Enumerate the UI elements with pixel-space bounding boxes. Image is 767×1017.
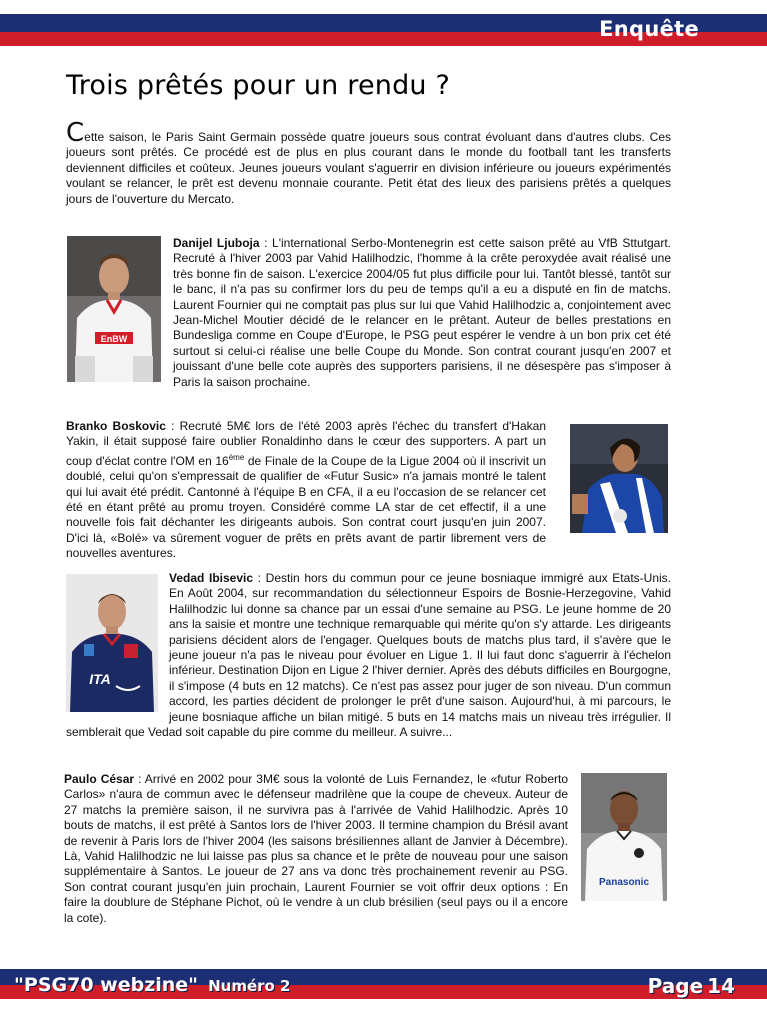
player-name: Vedad Ibisevic	[169, 571, 254, 585]
player-text: : Recruté 5M€ lors de l'été 2003 après l'échec du transfert d'Hakan Yakin, il était supposé faire oublier Ronaldinho dans le cœur des supporters. A part un coup d'éclat contre l'OM en 16	[66, 419, 546, 468]
player-text: : L'international Serbo-Montenegrin est cette saison prêté au VfB Sttutgart. Recruté à l'hiver 2003 par Vahid Halilhodzic, l'homme à la crête peroxydée avait réalisé une très bonne fin de saison. L'exercice 2004/05 fut plus difficile pour lui. Tantôt blessé, tantôt sur le banc, il n'a pas su confirmer lors du peu de temps qu'il a eu a disputé en fin de matchs. Laurent Fournier qui ne comptait pas plus sur lui que Vahid Halilhodzic a, conjointement avec Jean-Michel Moutier décidé de le relancer en le prêtant. Auteur de belles prestations en Bundesliga comme en Coupe d'Europe, le PSG peut espérer le vendre à un bon prix cet été surtout si celui-ci réalise une belle Coupe du Monde. Son contrat courant jusqu'en 2007 et jouissant d'une belle cote auprès des supporters parisiens, il ne désespère pas s'imposer à Paris la saison prochaine.	[173, 236, 672, 389]
sponsor-label-ita: ITA	[89, 671, 111, 687]
drop-cap: C	[66, 118, 85, 148]
section-label: Enquête	[599, 17, 699, 41]
article-title: Trois prêtés pour un rendu ?	[66, 70, 451, 101]
player-section-ljuboja	[66, 236, 671, 390]
footer-publication	[14, 974, 291, 996]
footer-page	[644, 974, 735, 998]
page-label: Page	[647, 974, 704, 998]
player-text: : Destin hors du commun pour ce jeune bosniaque immigré aux Etats-Unis. En Août 2004, sur recommandation du sélectionneur Espoirs de Bosnie-Herzegovine, Vahid Halilhodzic lui donne sa chance par un essai d'une semaine au PSG. Le jeune homme de 20 ans la saisie et montre une technique remarquable qui mérite qu'on s'y attarde. Les dirigeants parisiens décident alors de l'engager. Quelques bouts de matchs plus tard, il s'avère que le jeune joueur n'a pas le niveau pour évoluer en Ligue 1. Il lui faut donc s'aguerrir à l'échelon inférieur. Destination Dijon en Ligue 2 l'hiver dernier. Après des débuts difficiles en Bourgogne, il s'impose (4 buts en 12 matchs). Ce n'est pas assez pour juger de son niveau. D'un commun accord, les parties décident de prolonger le prêt d'une saison. Aujourd'hui, à mi parcours, le jeune bosniaque affiche un bilan mitigé. 5 buts en 14 matchs mais un niveau très irrégulier. Il semblerait que Vedad soit capable du pire comme du meilleur. A suivre...	[66, 571, 671, 740]
player-section-paulo-cesar	[64, 772, 669, 926]
sponsor-label-enbw: EnBW	[100, 334, 128, 344]
page-number: 14	[707, 974, 735, 998]
player-text-continued: de Finale de la Coupe de la Ligue 2004 où il inscrivit un doublé, celui qu'on s'empressait de qualifier de «Futur Susic» n'a jamais montré le talent qui lui avait été prédit. Cantonné à l'équipe B en CFA, il a eu l'occasion de se relancer cet été en étant prêté au promu troyen. Considéré comme LA star de cet effectif, il a une nouvelle fois fait déchanter les dirigeants aubois. Son contrat court jusqu'en juin 2007. D'ici là, «Bolé» va sûrement voguer de prêts en prêts avant de partir librement vers de nouvelles aventures.	[66, 453, 546, 561]
webzine-name: "PSG70 webzine"	[14, 974, 199, 996]
superscript: ème	[228, 452, 245, 462]
player-section-boskovic	[66, 419, 656, 562]
intro-text: ette saison, le Paris Saint Germain possède quatre joueurs sous contrat évoluant dans d'autres clubs. Ces joueurs sont prêtés. Ce procédé est de plus en plus courant dans le monde du football tant les transferts deviennent difficiles et coûteux. Jeunes joueurs voulant s'aguerrir en division inférieure ou joueurs expérimentés voulant se relancer, le prêt est devenu monnaie courante. Petit état des lieux des parisiens prêtés a quelques jours de l'ouverture du Mercato.	[66, 130, 671, 206]
intro-paragraph	[66, 118, 671, 207]
issue-number: Numéro 2	[208, 977, 291, 995]
player-name: Paulo César	[64, 772, 135, 786]
player-section-ibisevic	[66, 571, 671, 740]
player-name: Branko Boskovic	[66, 419, 166, 433]
player-text: : Arrivé en 2002 pour 3M€ sous la volonté de Luis Fernandez, le «futur Roberto Carlos» n'aura de commun avec le défenseur madrilène que la coupe de cheveux. Auteur de 27 matchs la première saison, il ne survivra pas à l'arrivée de Vahid Halilhodzic. Après 10 bouts de matchs, il est prêté à Santos lors de l'hiver 2003. Il termine champion du Brésil avant de revenir à Paris lors de l'hiver 2004 (les saisons brésiliennes allant de Janvier à Décembre). Là, Vahid Halilhodzic ne lui laisse pas plus sa chance et le prête de nouveau pour une saison supplémentaire à Santos. Le joueur de 27 ans va donc très prochainement revenir au PSG. Son contrat courant jusqu'en juin prochain, Laurent Fournier se voit offrir deux options : En faire la doublure de Stéphane Pichot, où le vendre à un club brésilien (seul pays ou il a encore la cote).	[64, 772, 568, 925]
player-name: Danijel Ljuboja	[173, 236, 260, 250]
sponsor-label-panasonic: Panasonic	[598, 877, 650, 888]
